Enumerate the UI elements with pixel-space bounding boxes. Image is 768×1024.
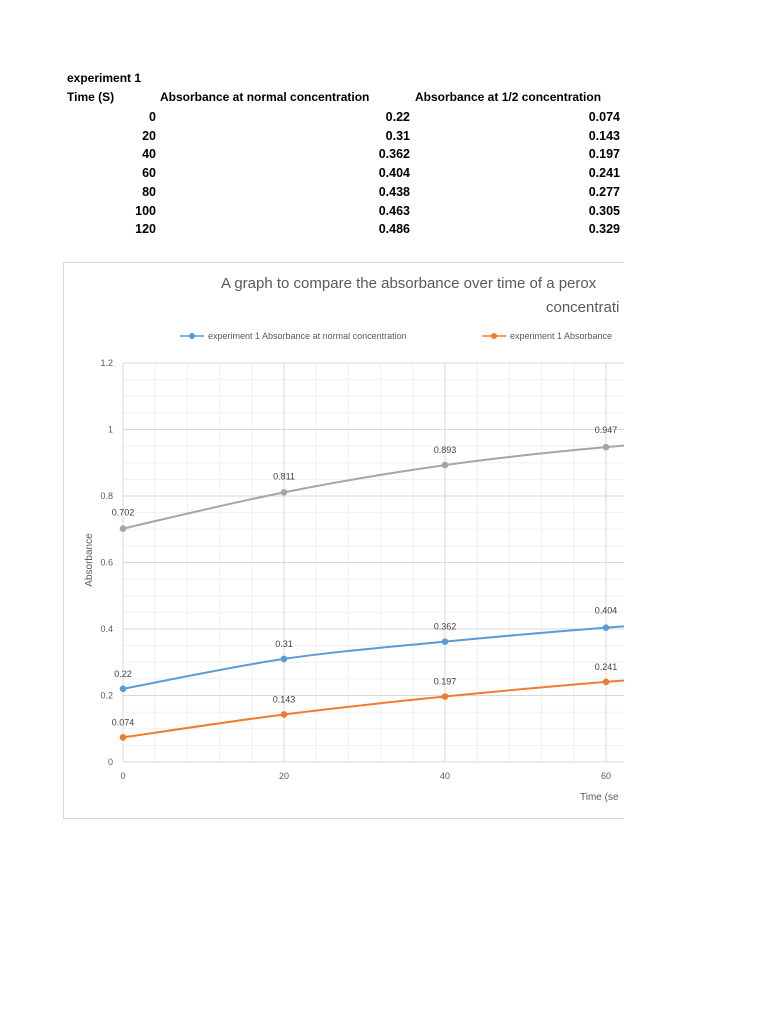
table-cell: 20 xyxy=(142,128,156,143)
y-tick-label: 0.4 xyxy=(100,624,113,634)
table-cell: 0.22 xyxy=(385,110,410,124)
data-label: 0.947 xyxy=(594,425,618,436)
table-cell: 0.31 xyxy=(385,128,410,143)
table-cell: 40 xyxy=(142,147,156,162)
data-point xyxy=(603,679,610,686)
x-axis-label: Time (se xyxy=(580,792,619,803)
y-tick-label: 0.8 xyxy=(100,491,113,501)
data-label: 0.702 xyxy=(111,507,135,518)
grid xyxy=(123,363,624,762)
header-normal: Absorbance at normal concentration xyxy=(160,90,370,104)
line-chart xyxy=(64,263,624,820)
table-cell: 0.438 xyxy=(378,184,410,199)
data-label: 0.404 xyxy=(594,605,618,616)
legend xyxy=(180,331,612,341)
axes xyxy=(100,358,611,781)
table-cell: 0.463 xyxy=(378,203,410,218)
chart-title-line2: concentrati xyxy=(546,299,620,316)
header-half: Absorbance at 1/2 concentration xyxy=(415,90,602,104)
plot-area xyxy=(112,425,624,741)
x-tick-label: 60 xyxy=(600,771,612,781)
x-tick-label: 40 xyxy=(439,771,451,781)
legend-marker xyxy=(189,333,195,339)
table-cell: 0 xyxy=(149,110,156,124)
data-label: 0.362 xyxy=(433,621,457,632)
table-cell: 0.241 xyxy=(588,166,620,181)
data-point xyxy=(281,489,288,496)
data-label: 0.22 xyxy=(114,668,132,679)
table-cell: 0.362 xyxy=(378,147,410,162)
y-tick-label: 0.2 xyxy=(100,690,113,701)
data-point xyxy=(281,711,288,718)
y-axis-label: Absorbance xyxy=(84,533,95,587)
data-label: 0.893 xyxy=(433,445,457,456)
x-tick-label: 0 xyxy=(120,771,126,781)
table-cell: 100 xyxy=(135,203,156,218)
data-label: 0.31 xyxy=(275,638,293,649)
table-cell: 0.404 xyxy=(378,166,410,181)
header-time: Time (S) xyxy=(67,90,115,104)
table-cell: 0.305 xyxy=(588,203,620,218)
table-cell: 60 xyxy=(142,166,156,181)
data-point xyxy=(120,734,127,741)
table-cell: 0.329 xyxy=(588,222,620,237)
series-line xyxy=(123,436,624,528)
table-cell: 120 xyxy=(135,222,156,237)
data-point xyxy=(442,693,449,700)
table-cell: 80 xyxy=(142,184,156,199)
data-point xyxy=(603,444,610,451)
table-title: experiment 1 xyxy=(67,71,142,85)
y-tick-label: 0 xyxy=(107,757,113,767)
data-point xyxy=(603,624,610,631)
chart-title-line1: A graph to compare the absorbance over time of a perox xyxy=(221,275,597,292)
y-tick-label: 1 xyxy=(107,424,113,435)
legend-marker xyxy=(491,333,497,339)
data-label: 0.197 xyxy=(433,676,457,687)
legend-label: experiment 1 Absorbance at normal concentration xyxy=(208,331,407,341)
legend-label: experiment 1 Absorbance xyxy=(510,331,613,341)
data-point xyxy=(281,656,288,663)
table-cell: 0.074 xyxy=(588,110,620,124)
data-label: 0.143 xyxy=(272,694,296,705)
data-label: 0.074 xyxy=(111,717,135,728)
data-point xyxy=(442,462,449,469)
data-point xyxy=(120,525,127,532)
data-label: 0.241 xyxy=(594,661,618,672)
data-point xyxy=(120,686,127,693)
series-line xyxy=(123,600,624,688)
data-label: 0.811 xyxy=(273,471,295,482)
table-cell: 0.143 xyxy=(588,128,620,143)
y-tick-label: 0.6 xyxy=(100,557,113,568)
table-cell: 0.197 xyxy=(588,147,620,162)
table-cell: 0.486 xyxy=(378,222,410,237)
chart-container[interactable] xyxy=(63,262,624,819)
x-tick-label: 20 xyxy=(278,771,290,781)
y-tick-label: 1.2 xyxy=(100,358,113,368)
data-point xyxy=(442,638,449,645)
table-cell: 0.277 xyxy=(588,184,620,199)
